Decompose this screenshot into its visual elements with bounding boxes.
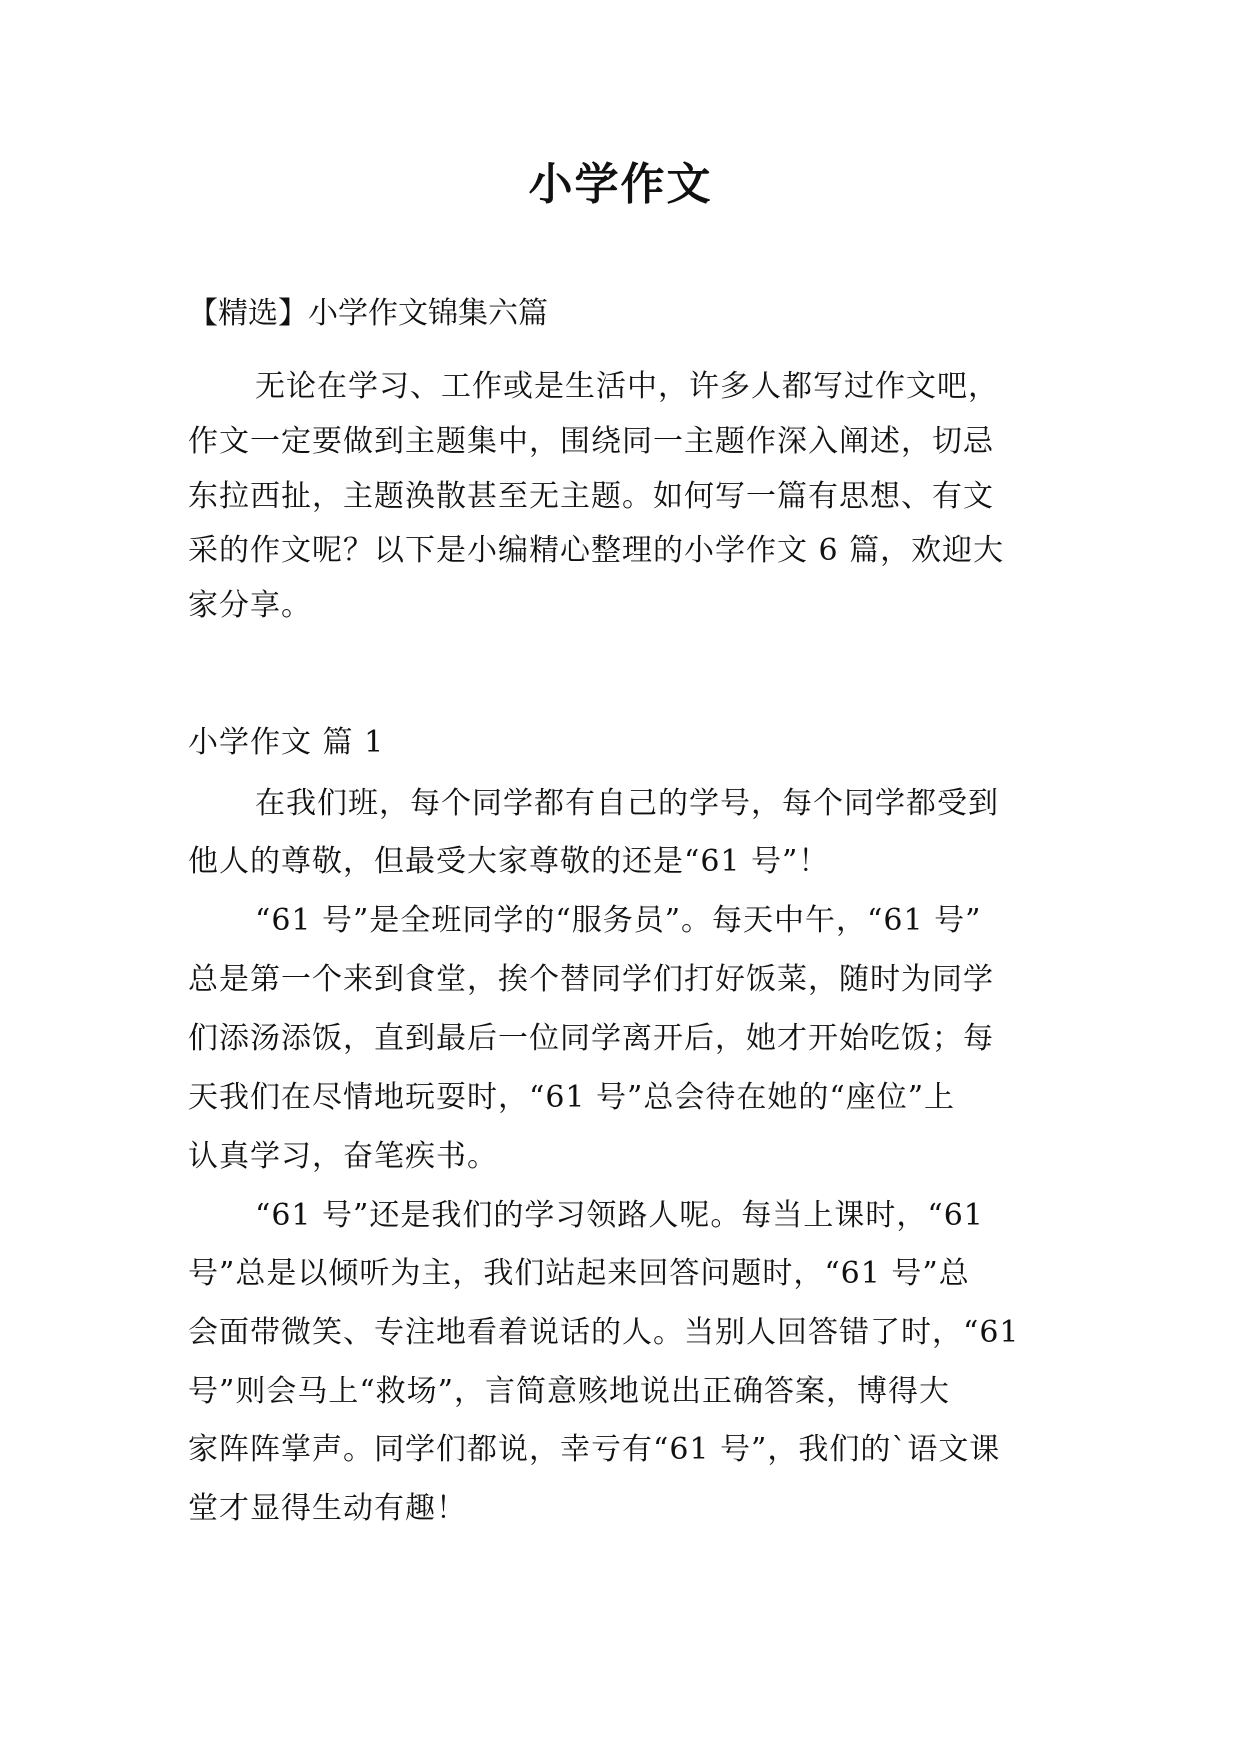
section-heading: 小学作文 篇 1 xyxy=(188,725,385,760)
body-line: 天我们在尽情地玩耍时，“61 号”总会待在她的“座位”上 xyxy=(188,1080,956,1115)
body-line: 会面带微笑、专注地看着说话的人。当别人回答错了时，“61 xyxy=(188,1315,1020,1350)
body-line: 号”总是以倾听为主，我们站起来回答问题时，“61 号”总 xyxy=(188,1256,970,1291)
document-subtitle: 【精选】小学作文锦集六篇 xyxy=(188,296,548,331)
body-line: 号”则会马上“救场”，言简意赅地说出正确答案，博得大 xyxy=(188,1374,951,1409)
body-line: 他人的尊敬，但最受大家尊敬的还是“61 号”！ xyxy=(188,844,830,879)
body-line: 认真学习，奋笔疾书。 xyxy=(188,1139,498,1174)
intro-line: 无论在学习、工作或是生活中，许多人都写过作文吧， xyxy=(255,369,999,404)
intro-line: 东拉西扯，主题涣散甚至无主题。如何写一篇有思想、有文 xyxy=(188,479,994,514)
body-line: 堂才显得生动有趣！ xyxy=(188,1491,467,1526)
document-title: 小学作文 xyxy=(528,159,713,210)
body-line: 家阵阵掌声。同学们都说，幸亏有“61 号”，我们的`语文课 xyxy=(188,1432,1001,1467)
body-line: “61 号”是全班同学的“服务员”。每天中午，“61 号” xyxy=(255,903,982,938)
intro-line: 作文一定要做到主题集中，围绕同一主题作深入阐述，切忌 xyxy=(188,424,994,459)
intro-line: 家分享。 xyxy=(188,588,312,623)
body-line: 在我们班，每个同学都有自己的学号，每个同学都受到 xyxy=(255,786,999,821)
body-line: 总是第一个来到食堂，挨个替同学们打好饭菜，随时为同学 xyxy=(188,962,994,997)
body-line: “61 号”还是我们的学习领路人呢。每当上课时，“61 xyxy=(255,1198,984,1233)
body-line: 们添汤添饭，直到最后一位同学离开后，她才开始吃饭；每 xyxy=(188,1021,994,1056)
intro-line: 采的作文呢？以下是小编精心整理的小学作文 6 篇，欢迎大 xyxy=(188,533,1005,568)
